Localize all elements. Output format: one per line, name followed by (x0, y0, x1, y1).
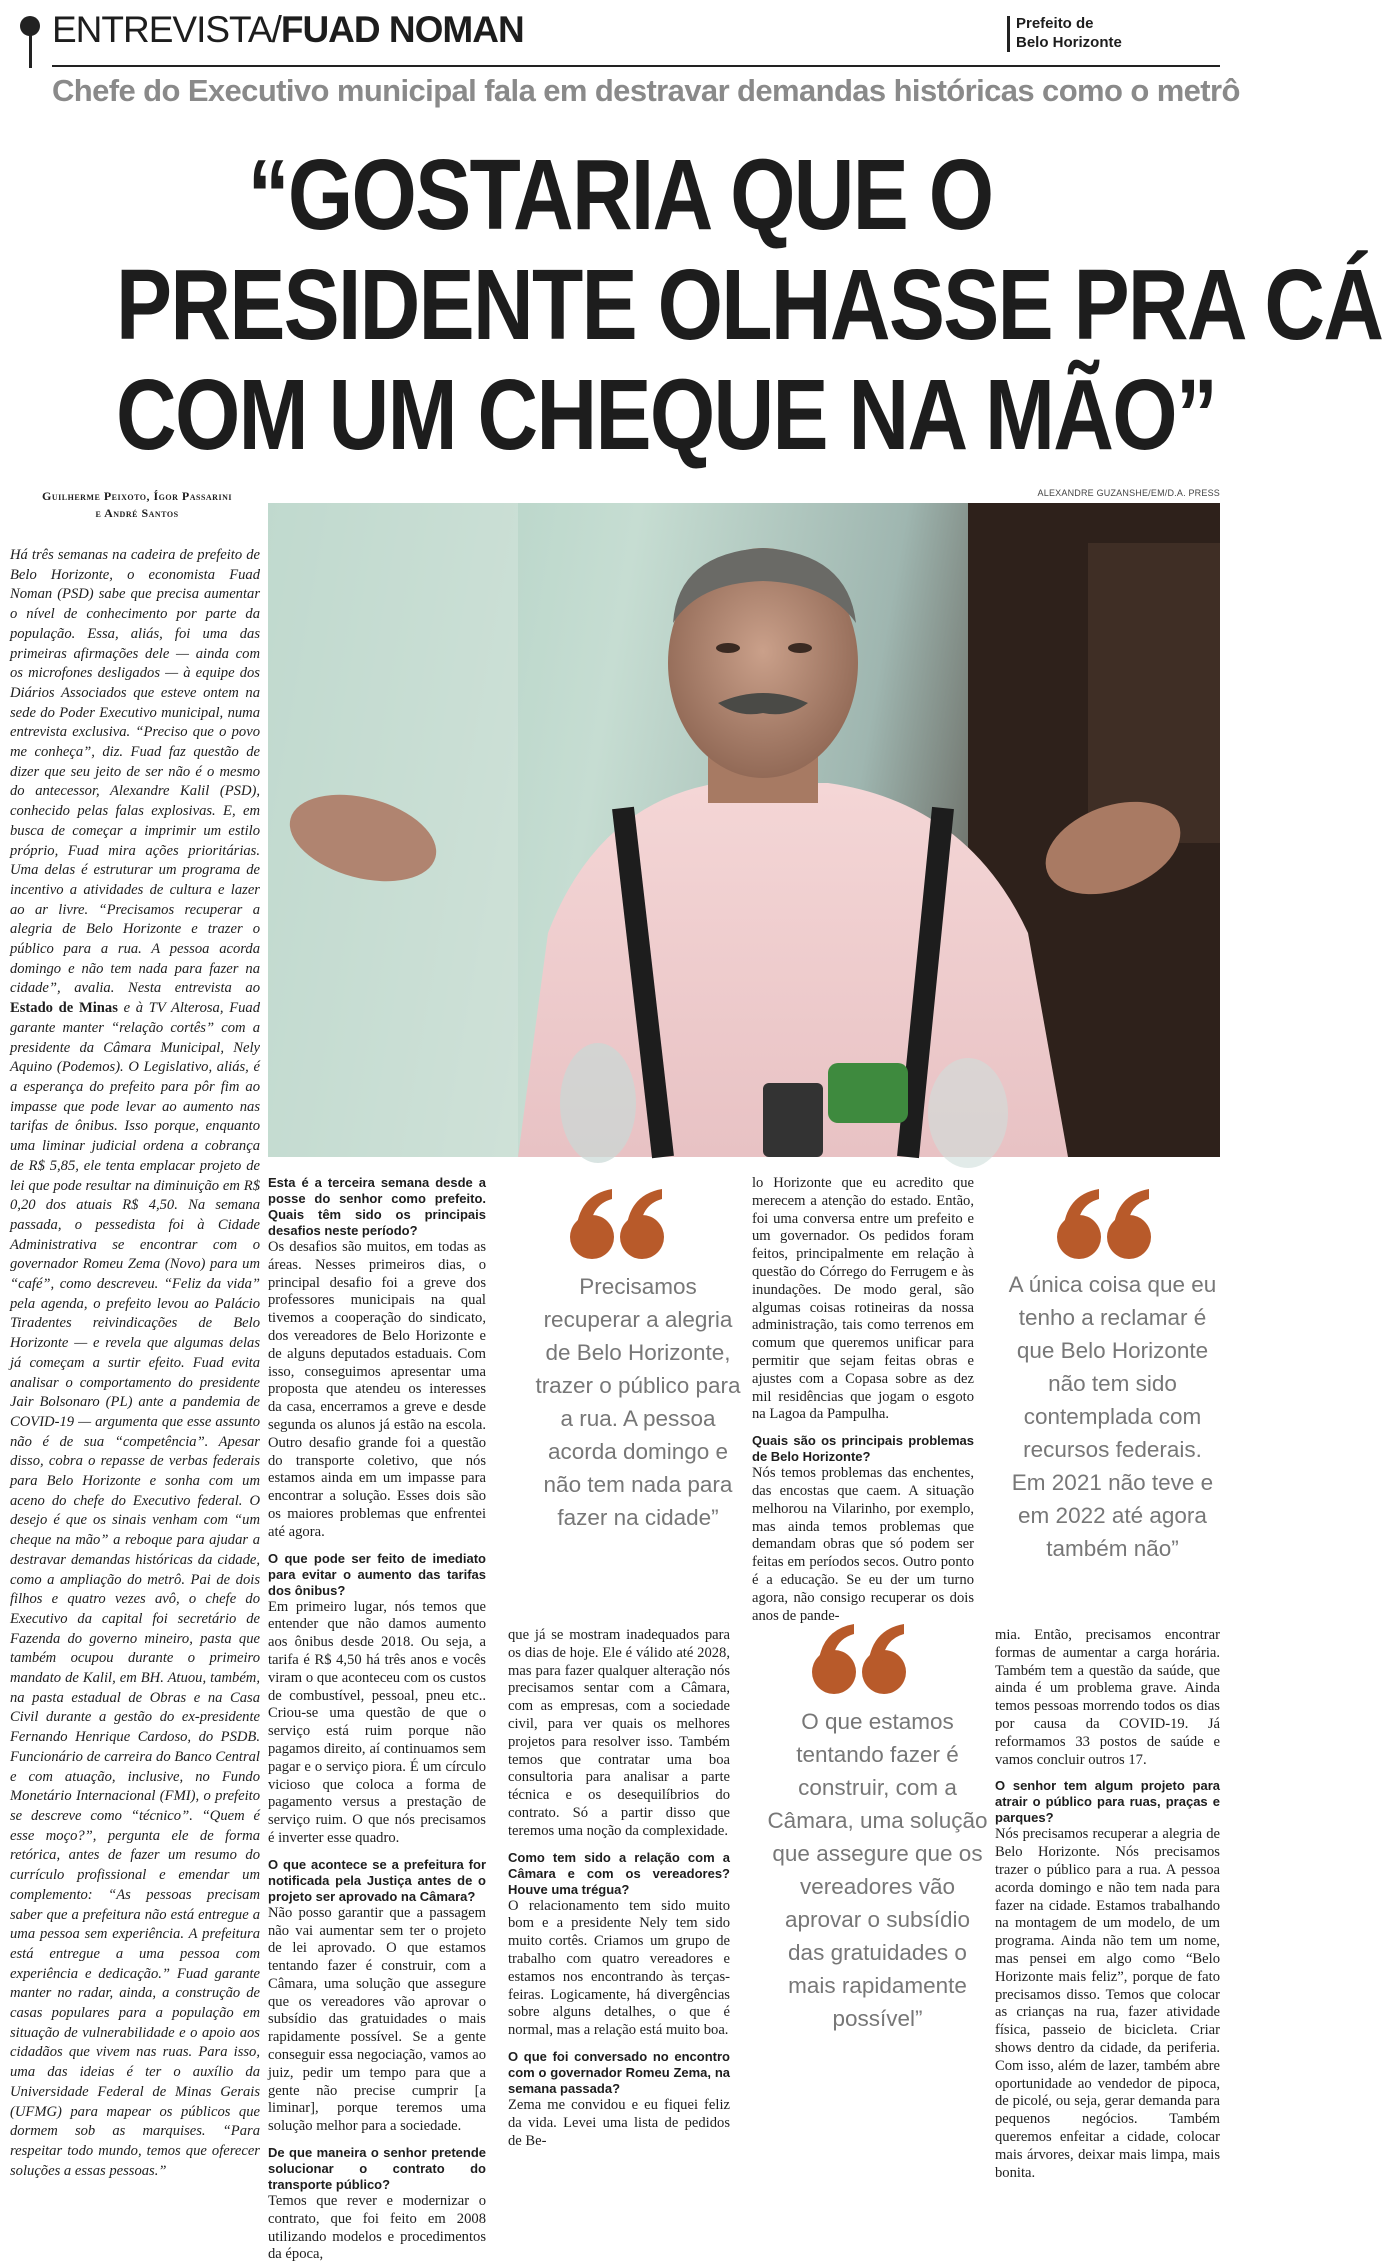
interview-column-4 (995, 1627, 1220, 2182)
subheadline: Chefe do Executivo municipal fala em destravar demandas históricas como o metrô (52, 73, 1240, 108)
answer: Nós precisamos recuperar a alegria de Belo Horizonte. Nós precisamos trazer o público para a rua. A pessoa acorda domingo e não tem nada para fazer na cidade. Estamos trabalhando na montagem de um modelo, de um programa. Ainda não tem um nome, mas pensei em algo como “Belo Horizonte mais feliz”, porque de fato precisamos disso. Temos que colocar as crianças na rua, fazer atividade física, passeio de bicicleta. Criar shows dentro da cidade, da periferia. Com isso, além de lazer, também abre oportunidade ao vendedor de pipoca, de picolé, ou seja, gerar demanda para pequenos negócios. Também queremos enfeitar a cidade, colocar mais árvores, deixar mais limpa, mais bonita. (995, 1826, 1220, 2181)
question: O que foi conversado no encontro com o governador Romeu Zema, na semana passada? (508, 2048, 730, 2096)
pull-quote-3: O que estamos tentando fazer é construir, com a Câmara, uma solução que assegure que os vereadores vão aprovar o subsídio das gratuidades o mais rapidamente possível” (767, 1709, 988, 2031)
headline-line-2: PRESIDENTE OLHASSE PRA CÁ (116, 249, 1382, 361)
interviewee-role (1016, 14, 1122, 52)
byline (8, 488, 266, 522)
photo-credit: ALEXANDRE GUZANSHE/EM/D.A. PRESS (1037, 488, 1220, 498)
answer: Não posso garantir que a passagem não vai aumentar sem ter o projeto de lei aprovado. O que estamos tentando fazer é construir, com a Câmara, uma solução que assegure que os vereadores vão aprovar o subsídio das gratuidades o mais rapidamente possível. Se a gente conseguir essa negociação, vamos ao juiz, pedir um tempo para que a gente não precise cumprir [a liminar], porque teremos uma solução melhor para a sociedade. (268, 1904, 486, 2135)
answer: O relacionamento tem sido muito bom e a presidente Nely tem sido muito cortês. Criamos um grupo de trabalho com quatro vereadores e estamos nos encontrando às terças-feiras. Logicamente, há divergências sobre alguns detalhes, o que é normal, mas a relação está muito boa. (508, 1897, 730, 2039)
pull-quote-1: Precisamos recuperar a alegria de Belo Horizonte, trazer o público para a rua. A pessoa acorda domingo e não tem nada para fazer na cidade” (535, 1274, 741, 1530)
byline-line-1: Guilherme Peixoto, Ígor Passarini (42, 489, 232, 503)
answer: Nós temos problemas das enchentes, das encostas que caem. A situação melhorou na Vilarinho, por exemplo, mas ainda temos problemas que demandam obras que só podem ser feitas em períodos secos. Outro ponto é a educação. Se eu der um turno agora, não consigo recuperar os dois anos de pande- (752, 1465, 974, 1624)
intro-paragraph-2: e à TV Alterosa, Fuad garante manter “relação cortês” com a presidente da Câmara Municipal, Nely Aquino (Podemos). O Legislativo, aliás, é a esperança do prefeito para pôr fim ao impasse que pode levar ao aumento nas tarifas de ônibus. Isso porque, enquanto uma liminar judicial ordena a cobrança de R$ 5,85, ele tenta emplacar projeto de lei que pode resultar na diminuição em R$ 0,20 dos atuais R$ 4,50. Na semana passada, o pessedista foi à Cidade Administrativa se encontrar com o governador Romeu Zema (Novo) para um “café”, como descreveu. “Feliz da vida” pela agenda, o prefeito levou ao Palácio Tiradentes reivindicações de Belo Horizonte — e revela que algumas delas já começam a surtir efeito. Fuad evita analisar o comportamento do presidente Jair Bolsonaro (PL) ante a pandemia de COVID-19 — argumenta que esse assunto não é de sua “competência”. Apesar disso, cobra o repasse de verbas federais para Belo Horizonte e sonha com um aceno do chefe do Executivo federal. O desejo é que os sinais venham com “um cheque na mão” a reboque para ajudar a destravar demandas históricas da cidade, como a ampliação do metrô. Pai de dois filhos e quatro vezes avô, o chefe do Executivo da capital foi secretário de Fazenda do governo mineiro, pasta que também ocupou durante o primeiro mandato de Kalil, em BH. Atuou, também, na pasta estadual de Obras e na Casa Civil durante a gestão do ex-presidente Fernando Henrique Cardoso, do PSDB. Funcionário de carreira do Banco Central e com atuação, inclusive, no Fundo Monetário Internacional (FMI), o prefeito se descreve como “técnico”. “Quem é esse moço?”, pergunta ele de forma retórica, antes de fazer um resumo do currículo profissional e emendar um complemento: “As pessoas precisam saber que a prefeitura não está entregue a uma pessoa sem experiência. A prefeitura está entregue a uma pessoa com experiência e dedicação.” Fuad garante manter no radar, ainda, a construção de casas populares para a população em situação de vulnerabilidade e o apoio aos cidadãos que vivem nas ruas. Para isso, uma das ideias é ter o auxílio da Universidade Federal de Minas Gerais (UFMG) para mapear os públicos que dormem sob as marquises. “Para respeitar todo mundo, temos que oferecer soluções a essas pessoas.” (10, 1000, 260, 2179)
question: De que maneira o senhor pretende solucionar o contrato do transporte público? (268, 2145, 486, 2193)
interview-column-1 (268, 1175, 486, 2264)
section-label: ENTREVISTA (52, 9, 272, 50)
question: O que acontece se a prefeitura for notificada pela Justiça antes de o projeto ser aprovado na Câmara? (268, 1856, 486, 1904)
byline-line-2: e André Santos (95, 506, 179, 520)
answer: lo Horizonte que eu acredito que merecem a atenção do estado. Então, foi uma conversa entre um prefeito e um governador. Os pedidos foram feitos, principalmente em relação à questão do Córrego do Ferrugem e às inundações. De modo geral, são algumas coisas rotineiras da nossa administração, tais como terrenos em comum que queremos unificar para permitir que sejam feitas obras e ajustes com a Copasa sobre as dez mil residências que jogam o esgoto na Lagoa da Pampulha. (752, 1175, 974, 1423)
section-kicker (52, 8, 524, 52)
quote-mark-icon (568, 1185, 668, 1265)
section-separator: / (271, 9, 281, 50)
answer: Os desafios são muitos, em todas as áreas. Nesses primeiros dias, o principal desafio foi a greve dos professores municipais na qual tivemos a cooperação do sindicato, dos vereadores de Belo Horizonte e de alguns deputados estaduais. Com isso, conseguimos apresentar uma proposta que atendeu os interesses da casa, encerramos a greve e desde segunda os alunos já estão na escola. Outro desafio grande foi a questão do transporte coletivo, que nós estamos ainda em um impasse para encontrar a solução. Esses dois são os maiores problemas que enfrentei até agora. (268, 1239, 486, 1540)
interview-column-3 (752, 1175, 974, 1625)
intro-text (10, 546, 260, 2181)
section-bullet-stem (29, 34, 32, 68)
headline-line-1: “GOSTARIA QUE O (247, 139, 993, 251)
question: O que pode ser feito de imediato para evitar o aumento das tarifas dos ônibus? (268, 1550, 486, 1598)
header-rule (52, 65, 1220, 67)
quote-mark-icon (810, 1620, 910, 1700)
tag-divider (1007, 16, 1010, 52)
interviewee-name: FUAD NOMAN (280, 9, 524, 50)
question: Esta é a terceira semana desde a posse do senhor como prefeito. Quais têm sido os principais desafios neste período? (268, 1175, 486, 1238)
question: Como tem sido a relação com a Câmara e com os vereadores? Houve uma trégua? (508, 1849, 730, 1897)
answer: mia. Então, precisamos encontrar formas de aumentar a carga horária. Também tem a questão da saúde, que ainda é um problema grave. Ainda temos pessoas morrendo todos os dias por causa da COVID-19. Já reformamos 33 postos de saúde e vamos concluir outros 17. (995, 1627, 1220, 1768)
question: Quais são os principais problemas de Belo Horizonte? (752, 1433, 974, 1465)
headline (116, 139, 1382, 471)
interview-column-2 (508, 1627, 730, 2150)
role-line-1: Prefeito de (1016, 15, 1094, 32)
section-bullet-icon (20, 16, 40, 36)
main-photo (268, 503, 1220, 1157)
role-line-2: Belo Horizonte (1016, 34, 1122, 51)
pull-quote-2: A única coisa que eu tenho a reclamar é que Belo Horizonte não tem sido contemplada com recursos federais. Em 2021 não teve e em 2022 até agora também não” (1008, 1272, 1217, 1561)
question: O senhor tem algum projeto para atrair o público para ruas, praças e parques? (995, 1778, 1220, 1826)
intro-paragraph-1: Há três semanas na cadeira de prefeito de Belo Horizonte, o economista Fuad Noman (PSD) sabe que precisa aumentar o nível de conhecimento por parte da população. Essa, aliás, foi uma das primeiras afirmações dele — ainda com os microfones desligados — à equipe dos Diários Associados que esteve ontem na sede do Poder Executivo municipal, numa entrevista exclusiva. “Preciso que o povo me conheça”, diz. Fuad faz questão de dizer que seu jeito de ser não é o mesmo do antecessor, Alexandre Kalil (PSD), conhecido pelas falas explosivas. E, em busca de começar a imprimir um estilo próprio, Fuad mira ações prioritárias. Uma delas é estruturar um programa de incentivo a atividades de cultura e lazer ao ar livre. “Precisamos recuperar a alegria de Belo Horizonte e trazer o público para a rua. A pessoa acorda domingo e não tem nada para fazer na cidade”, avalia. Nesta entrevista ao (10, 547, 260, 997)
answer: Temos que rever e modernizar o contrato, que foi feito em 2008 utilizando modelos e procedimentos da época, (268, 2193, 486, 2263)
portrait-illustration (268, 503, 1220, 1157)
quote-mark-icon (1055, 1185, 1155, 1265)
answer: Em primeiro lugar, nós temos que entender que não damos aumento aos ônibus desde 2018. Ou seja, a tarifa é R$ 4,50 há três anos e vocês viram o que aconteceu com os custos de combustível, pessoal, pneu etc.. Criou-se uma questão de que o serviço está ruim porque não pagamos direito, aí continuamos sem pagar e o serviço piora. É um círculo vicioso que coloca a forma de pagamento versus a prestação de serviço ruim. O que nós precisamos é inverter esse quadro. (268, 1598, 486, 1846)
headline-line-3: COM UM CHEQUE NA MÃO” (116, 359, 1217, 471)
answer: que já se mostram inadequados para os dias de hoje. Ele é válido até 2028, mas para fazer qualquer alteração nós precisamos sentar com a Câmara, com as empresas, com a sociedade civil, para ver quais os melhores projetos para resolver isso. Também temos que contratar uma boa consultoria para analisar a parte técnica e os desequilíbrios do contrato. Só a partir disso que teremos uma noção da complexidade. (508, 1627, 730, 1839)
answer: Zema me convidou e eu fiquei feliz da vida. Levei uma lista de pedidos de Be- (508, 2096, 730, 2149)
newspaper-name: Estado de Minas (10, 1000, 118, 1017)
